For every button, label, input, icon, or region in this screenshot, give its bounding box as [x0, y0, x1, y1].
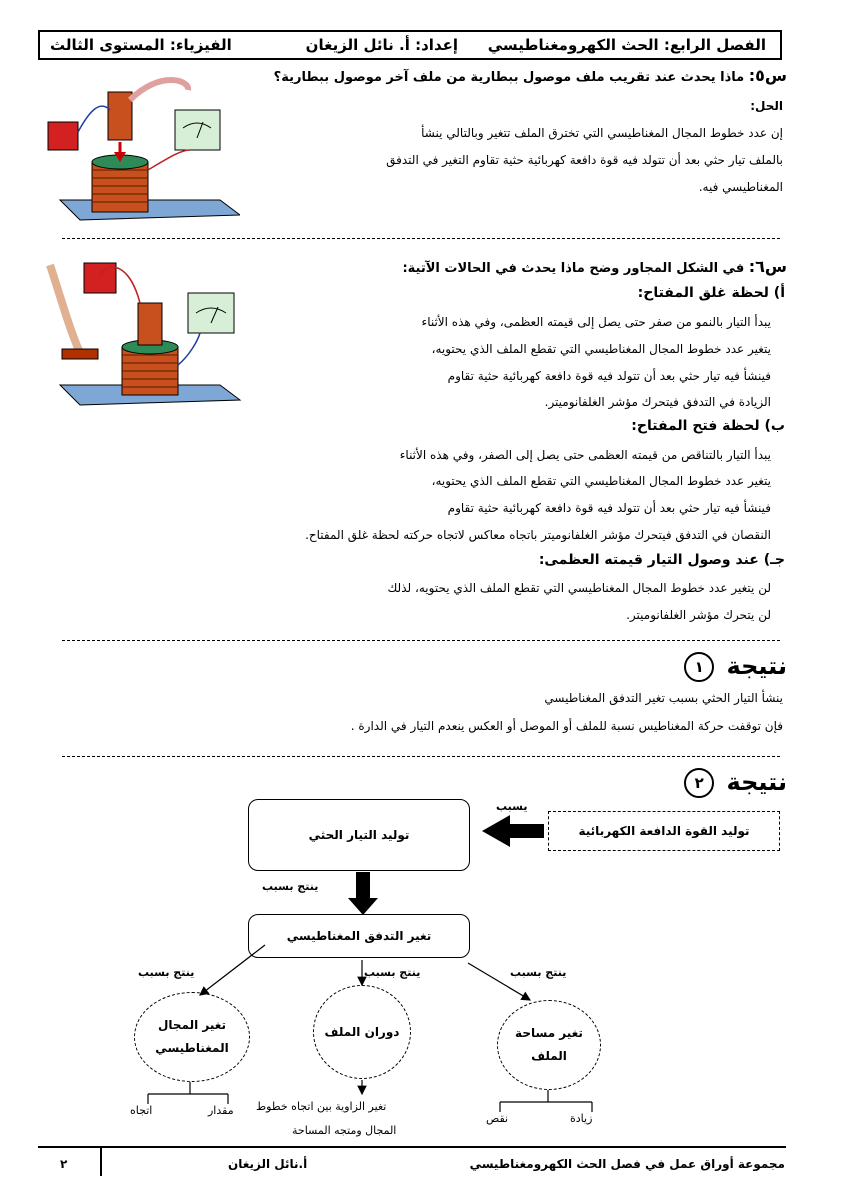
header-author: إعداد: أ. نائل الزيغان [305, 36, 458, 54]
field-option-direction: اتجاه [130, 1104, 153, 1117]
header-subject: الفيزياء: المستوى الثالث [50, 36, 232, 54]
page-number: ٢ [60, 1157, 68, 1171]
q5-solution-label: الحل: [750, 99, 783, 113]
q6-b-title: ب) لحظة فتح المفتاح: [631, 418, 785, 434]
circle-area-change [497, 1000, 601, 1090]
q6-a-line: يتغير عدد خطوط المجال المغناطيسي التي تقطع الملف الذي يحتويه، [431, 342, 771, 356]
q6-b-line: يبدأ التيار بالتناقص من قيمته العظمى حتى يصل إلى الصفر، وفي هذه الأثناء [399, 448, 771, 462]
q6-question-text: في الشكل المجاور وضح ماذا يحدث في الحالات الآتية: [402, 261, 745, 276]
result2-title: نتيجة [726, 768, 787, 796]
q6-a-line: يبدأ التيار بالنمو من صفر حتى يصل إلى قيمته العظمى، وفي هذه الأثناء [421, 315, 771, 329]
q5-answer-line: بالملف تيار حثي بعد أن تتولد فيه قوة دافعة كهربائية حثية تقاوم التغير في التدفق [386, 153, 783, 167]
footer-rule [38, 1146, 786, 1148]
footer-author: أ.نائل الزيغان [228, 1157, 308, 1171]
circle-coil-rotation: دوران الملف [313, 985, 411, 1079]
q6-c-line: لن يتحرك مؤشر الغلفانوميتر. [626, 608, 771, 622]
q6-a-line: الزيادة في التدفق فيتحرك مؤشر الغلفانوميتر. [544, 395, 771, 409]
footer-divider [100, 1148, 102, 1176]
q6-b-line: فينشأ فيه تيار حثي بعد أن تتولد فيه قوة دافعة كهربائية حثية تقاوم [447, 501, 771, 515]
result2-number: ٢ [684, 768, 714, 798]
result1-title: نتيجة [726, 652, 787, 680]
result1-line: فإن توقفت حركة المغناطيس نسبة للملف أو الموصل أو العكس ينعدم التيار في الدارة . [350, 719, 783, 733]
field-option-magnitude: مقدار [208, 1104, 234, 1117]
rotation-detail-line: المجال ومتجه المساحة [292, 1124, 397, 1137]
label-branch-left: ينتج بسبب [138, 966, 195, 979]
footer-title: مجموعة أوراق عمل في فصل الحث الكهرومغناطيسي [469, 1157, 785, 1171]
label-causes: يسبب [496, 800, 528, 813]
q5-question-text: ماذا يحدث عند تقريب ملف موصول ببطارية من ملف آخر موصول ببطارية؟ [273, 70, 745, 85]
rotation-detail-line: تغير الزاوية بين اتجاه خطوط [256, 1100, 387, 1113]
q6-a-line: فينشأ فيه تيار حثي بعد أن تتولد فيه قوة دافعة كهربائية حثية تقاوم [447, 369, 771, 383]
q5-answer-line: المغناطيسي فيه. [698, 180, 783, 194]
q6-c-title: جـ) عند وصول التيار قيمته العظمى: [538, 552, 785, 568]
circle-field-change [134, 992, 250, 1082]
result1-line: ينشأ التيار الحثي بسبب تغير التدفق المغناطيسي [544, 691, 783, 705]
label-branch-mid: ينتج بسبب [364, 966, 421, 979]
label-branch-right: ينتج بسبب [510, 966, 567, 979]
label-results-from: ينتج بسبب [262, 880, 319, 893]
circle-area-line: تغير مساحة [515, 1026, 583, 1041]
q5-number: س٥: [748, 66, 787, 85]
circle-field-line: المغناطيسي [155, 1041, 229, 1055]
q6-a-title: أ) لحظة غلق المفتاح: [637, 285, 785, 301]
result1-number: ١ [684, 652, 714, 682]
box-induced-emf: توليد القوة الدافعة الكهربائية [548, 811, 780, 851]
header-chapter: الفصل الرابع: الحث الكهرومغناطيسي [487, 36, 766, 54]
q6-b-line: يتغير عدد خطوط المجال المغناطيسي التي تقطع الملف الذي يحتويه، [431, 474, 771, 488]
circle-area-line: الملف [531, 1049, 567, 1063]
area-option-increase: زيادة [570, 1112, 593, 1125]
area-option-decrease: نقص [486, 1112, 509, 1125]
circle-field-line: تغير المجال [157, 1018, 227, 1033]
q6-number: س٦: [748, 257, 787, 276]
q6-c-line: لن يتغير عدد خطوط المجال المغناطيسي التي تقطع الملف الذي يحتويه، لذلك [387, 581, 771, 595]
box-induced-current: توليد التيار الحثي [248, 799, 470, 871]
box-flux-change: تغير التدفق المغناطيسي [248, 914, 470, 958]
q5-answer-line: إن عدد خطوط المجال المغناطيسي التي تخترق الملف تتغير وبالتالي ينشأ [421, 126, 783, 140]
q6-b-line: النقصان في التدفق فيتحرك مؤشر الغلفانوميتر باتجاه معاكس لاتجاه حركته لحظة غلق المفتاح. [305, 528, 771, 542]
